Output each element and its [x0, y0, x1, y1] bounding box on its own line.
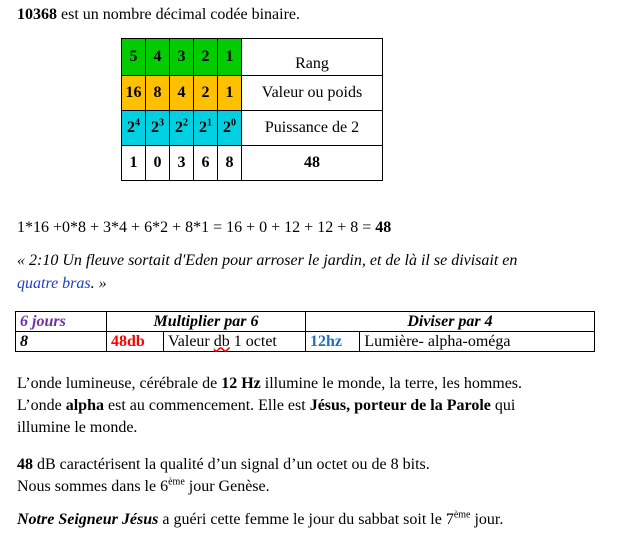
cell-lumiere: Lumière- alpha-oméga — [360, 332, 595, 352]
equation-text: 1*16 +0*8 + 3*4 + 6*2 + 8*1 = 16 + 0 + 12 + 12 + 8 = — [17, 219, 376, 236]
valeur-cell: 16 — [122, 76, 146, 111]
result-label: 48 — [242, 146, 383, 181]
header-diviser: Diviser par 4 — [306, 312, 595, 332]
result-cell: 0 — [146, 146, 170, 181]
valeur-row — [122, 76, 383, 111]
six-header-row — [16, 312, 595, 332]
para1-line1: L’onde lumineuse, cérébrale de 12 Hz illumine le monde, la terre, les hommes. — [17, 375, 523, 392]
puissance-cell: $2^4$ — [122, 111, 146, 146]
rang-cell: 1 — [218, 39, 242, 76]
puissance-cell: $2^0$ — [218, 111, 242, 146]
puissance-label: Puissance de 2 — [242, 111, 383, 146]
equation-result: 48 — [375, 219, 392, 236]
result-cell: 1 — [122, 146, 146, 181]
valeur-cell: 4 — [170, 76, 194, 111]
rang-cell: 3 — [170, 39, 194, 76]
para1-line3: illumine le monde. — [17, 419, 138, 436]
intro-line — [17, 6, 300, 24]
result-row — [122, 146, 383, 181]
rang-cell: 2 — [194, 39, 218, 76]
equation-line — [17, 219, 391, 237]
cell-48db: 48db — [107, 332, 164, 352]
para3-line: Notre Seigneur Jésus a guéri cette femme le jour du sabbat soit le 7ème jour. — [17, 509, 504, 528]
puissance-row — [122, 111, 383, 146]
valeur-label: Valeur ou poids — [242, 76, 383, 111]
puissance-cell: $2^3$ — [146, 111, 170, 146]
result-cell: 6 — [194, 146, 218, 181]
rang-cell: 4 — [146, 39, 170, 76]
puissance-cell: $2^1$ — [194, 111, 218, 146]
rang-cell: 5 — [122, 39, 146, 76]
result-cell: 3 — [170, 146, 194, 181]
rang-label: Rang — [242, 39, 383, 76]
cell-eight: 8 — [16, 332, 107, 352]
header-six-jours: 6 jours — [16, 312, 107, 332]
intro-text: est un nombre décimal codée binaire. — [57, 6, 301, 23]
six-jours-table — [15, 311, 595, 352]
valeur-cell: 1 — [218, 76, 242, 111]
quote-end: . » — [90, 275, 107, 292]
result-cell: 8 — [218, 146, 242, 181]
quote-line-1: « 2:10 Un fleuve sortait d'Eden pour arroser le jardin, et de là il se divisait en — [17, 252, 518, 269]
para2-line1: 48 dB caractérisent la qualité d’un signal d’un octet ou de 8 bits. — [17, 456, 430, 473]
quote-line-2 — [17, 275, 107, 293]
header-multiplier: Multiplier par 6 — [107, 312, 306, 332]
valeur-cell: 8 — [146, 76, 170, 111]
rang-row — [122, 39, 383, 76]
decimal-number: 10368 — [17, 6, 57, 23]
puissance-cell: $2^2$ — [170, 111, 194, 146]
valeur-cell: 2 — [194, 76, 218, 111]
para2-line2: Nous sommes dans le 6ème jour Genèse. — [17, 476, 270, 495]
cell-valeur-octet: Valeur db 1 octet — [164, 332, 306, 352]
binary-table — [121, 38, 383, 181]
six-data-row — [16, 332, 595, 352]
cell-12hz: 12hz — [306, 332, 360, 352]
para1-line2: L’onde alpha est au commencement. Elle est Jésus, porteur de la Parole qui — [17, 397, 516, 414]
quote-link[interactable]: quatre bras — [17, 275, 91, 292]
